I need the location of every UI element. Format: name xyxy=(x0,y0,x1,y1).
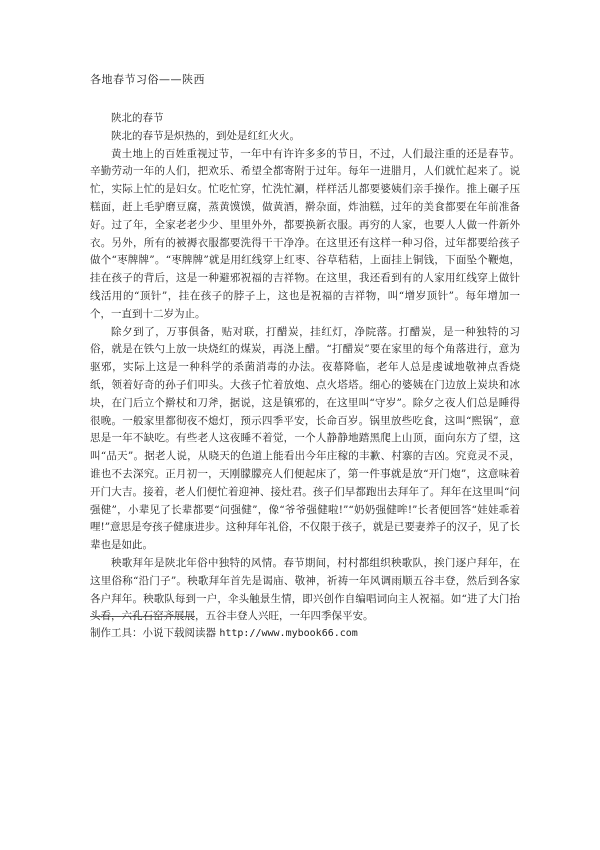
paragraph-4: 秧歌拜年是陕北年俗中独特的风情。春节期间，村村都组织秧歌队，挨门逐户拜年，在这里俗称“沿门子”。秧歌拜年首先是谒庙、敬神，祈祷一年风调雨顺五谷丰登，然后到各家各户拜年。秧歌队每到一户，伞头触景生情，即兴创作自编唱词向主人祝福。如“进了大门抬头看，六孔石窑齐展展，五谷丰登人兴旺，一年四季保平安。 xyxy=(90,556,520,623)
footer-divider xyxy=(90,616,195,617)
footer xyxy=(90,625,358,642)
footer-label: 制作工具：小说下载阅读器 xyxy=(90,627,216,639)
document-body xyxy=(90,110,520,626)
section-subtitle: 陕北的春节 xyxy=(111,112,164,124)
paragraph-2: 黄土地上的百姓重视过节，一年中有许许多多的节日，不过，人们最注重的还是春节。辛勤劳动一年的人们，把欢乐、希望全都寄附于过年。每年一进腊月，人们就忙起来了。说忙，实际上忙的是妇女。忙吃忙穿，忙洗忙涮，样样活儿都要婆姨们亲手操作。推上碾子压糕面，赶上毛驴磨豆腐，蒸黄馍馍，做黄酒，擀杂面，炸油糕，过年的美食都要在年前准备好。过了年，全家老老少少、里里外外，都要换新衣服。再穷的人家，也要人人做一件新外衣。另外，所有的被褥衣服都要洗得干干净净。在这里还有这样一种习俗，过年都要给孩子做个“枣牌牌”。“枣牌牌”就是用红线穿上红枣、谷草秸秸，上面挂上铜钱，下面坠个鞭炮，挂在孩子的背后，这是一种避邪祝福的吉祥物。在这里，我还看到有的人家用红线穿上做针线活用的“顶针”，挂在孩子的脖子上，这也是祝福的吉祥物，叫“增岁顶针”。每年增加一个，一直到十二岁为止。 xyxy=(90,147,520,320)
paragraph-1: 陕北的春节是炽热的，到处是红红火火。 xyxy=(111,129,300,142)
footer-url[interactable]: http://www.mybook66.com xyxy=(219,628,358,639)
document-title: 各地春节习俗——陕西 xyxy=(90,73,205,86)
paragraph-3: 除夕到了，万事俱备，贴对联，打醋炭，挂红灯，净院落。打醋炭，是一种独特的习俗，就是在铁勺上放一块烧红的煤炭，再浇上醋。“打醋炭”要在家里的每个角落进行，意为驱邪，实际上这是一种科学的杀菌消毒的办法。夜幕降临，老年人总是虔诚地敬神点香烧纸，领着好奇的孙子们叩头。大孩子忙着放炮、点火塔塔。细心的婆姨在门边放上炭块和冰块，在门后立个擀杖和刀斧，据说，这是镇邪的，在这里叫“守岁”。除夕之夜人们总是睡得很晚。一般家里都彻夜不熄灯，预示四季平安，长命百岁。锅里放些吃食，这叫“熙锅”，意思是一年不缺吃。有些老人这夜睡不着觉，一个人静静地踏黑爬上山顶，面向东方了望，这叫“品天”。据老人说，从晓天的色道上能看出今年庄稼的丰歉、村寨的吉凶。究竟灵不灵，谁也不去深究。正月初一，天刚朦朦亮人们便起床了，第一件事就是放“开门炮”，这意味着开门大吉。接着，老人们便忙着迎神、接灶君。孩子们早都跑出去拜年了。拜年在这里叫“问强健”，小辈见了长辈都要“问强健”，像“爷爷强健啦!”“奶奶强健哞!”长者便回答“娃娃乖着哩!”意思是夸孩子健康进步。这种拜年礼俗，不仅限于孩子，就是已要妻养子的汉子，见了长辈也是如此。 xyxy=(90,325,520,552)
